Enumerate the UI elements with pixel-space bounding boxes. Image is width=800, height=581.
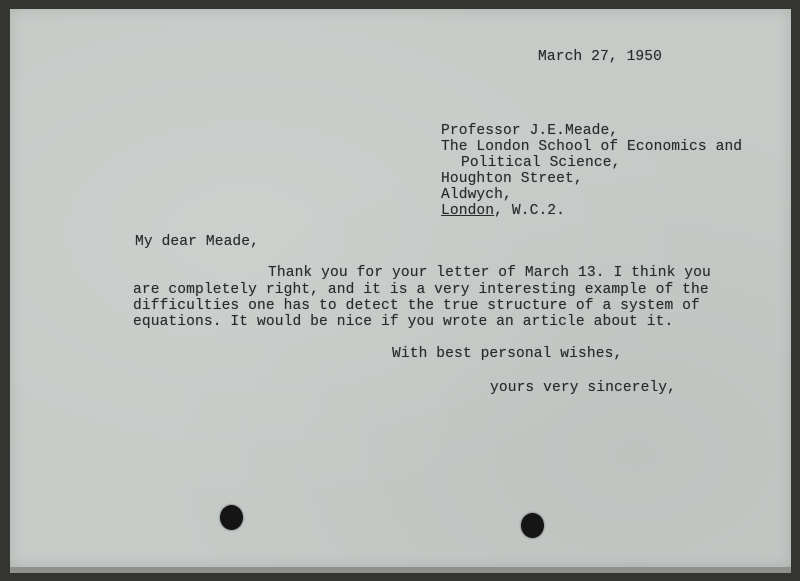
paper-edge <box>10 567 791 573</box>
address-postcode: , W.C.2. <box>494 203 566 219</box>
address-city-underlined: London <box>441 203 495 219</box>
closing-wishes: With best personal wishes, <box>392 346 623 362</box>
salutation: My dear Meade, <box>135 234 260 250</box>
closing-signoff: yours very sincerely, <box>490 380 677 396</box>
body-line-4: equations. It would be nice if you wrote an article about it. <box>133 314 674 330</box>
body-line-3: difficulties one has to detect the true structure of a system of <box>133 298 700 314</box>
body-line-2: are completely right, and it is a very interesting example of the <box>133 282 709 298</box>
address-line-district: Aldwych, <box>441 187 512 203</box>
body-line-1: Thank you for your letter of March 13. I think you <box>268 265 711 281</box>
address-line-institution: The London School of Economics and <box>441 139 743 155</box>
address-line-street: Houghton Street, <box>441 171 583 187</box>
address-line-city <box>441 203 565 219</box>
punch-hole-left <box>220 505 243 530</box>
letter-date: March 27, 1950 <box>538 49 663 65</box>
address-line-institution-cont: Political Science, <box>461 155 621 171</box>
punch-hole-right <box>521 513 544 538</box>
address-line-name: Professor J.E.Meade, <box>441 123 619 139</box>
